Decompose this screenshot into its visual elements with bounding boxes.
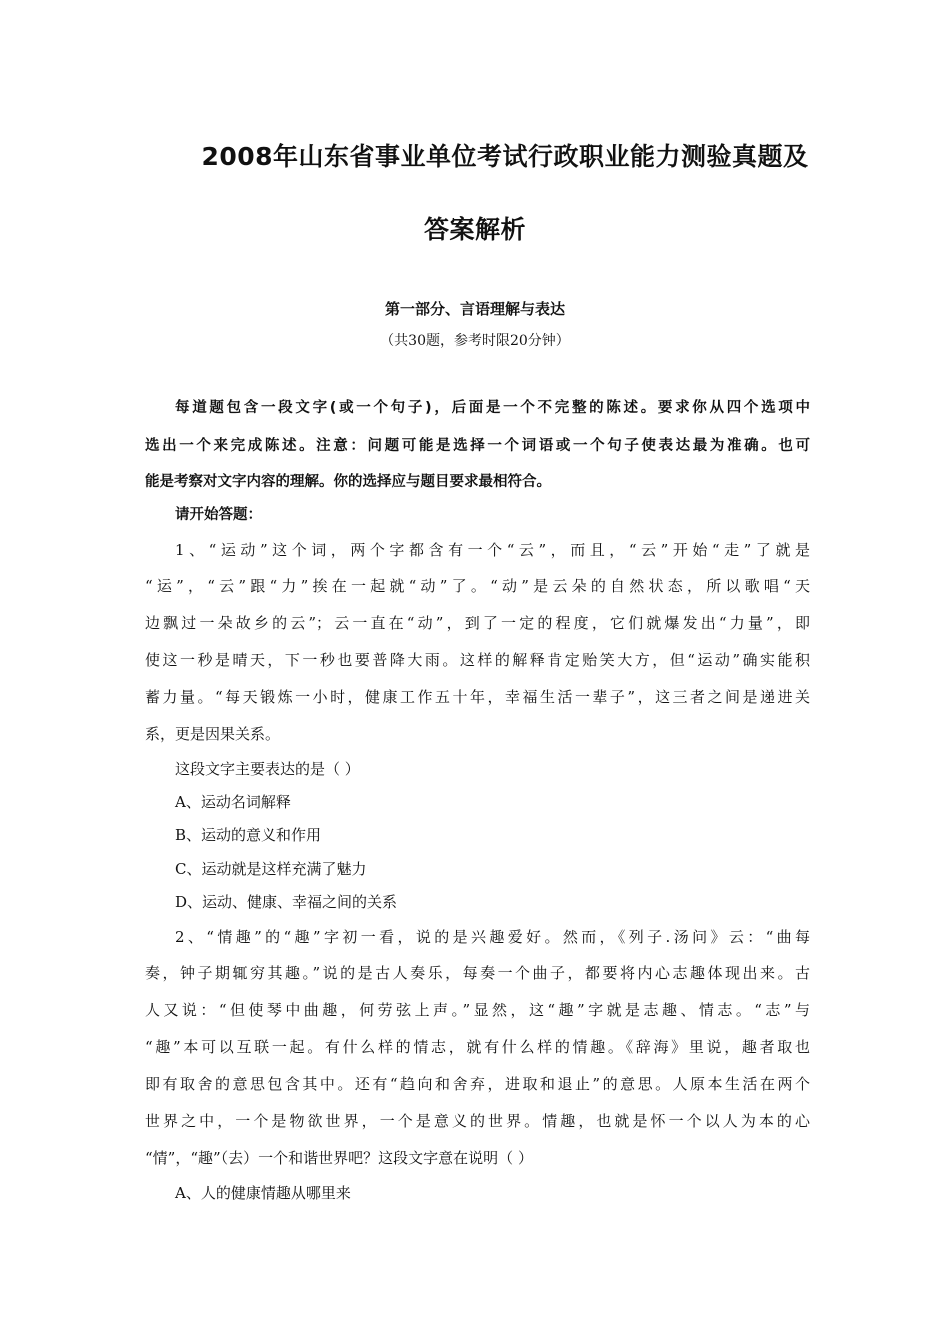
question-2-text-line: 人又说：“但使琴中曲趣，何劳弦上声。”显然，这“趣”字就是志趣、情志。“志”与 [145, 1001, 810, 1019]
question-1-option-a: A、运动名词解释 [175, 793, 291, 811]
question-1-prompt: 这段文字主要表达的是（ ） [175, 760, 360, 778]
question-1-text-line: 边飘过一朵故乡的云”；云一直在“动”，到了一定的程度，它们就爆发出“力量”，即 [145, 614, 810, 632]
section-note: （共30题，参考时限20分钟） [380, 333, 570, 349]
question-2-text-line: “趣”本可以互联一起。有什么样的情志，就有什么样的情趣。《辞海》里说，趣者取也 [145, 1038, 810, 1056]
instructions-line: 每道题包含一段文字(或一个句子)，后面是一个不完整的陈述。要求你从四个选项中 [175, 400, 810, 416]
question-1-text-line: 使这一秒是晴天，下一秒也要普降大雨。这样的解释肯定贻笑大方，但“运动”确实能积 [145, 651, 810, 669]
question-1-text-line: 蓄力量。“每天锻炼一小时，健康工作五十年，幸福生活一辈子”，这三者之间是递进关 [145, 688, 810, 706]
question-1-text-line: 1、“运动”这个词，两个字都含有一个“云”，而且，“云”开始“走”了就是 [175, 541, 810, 559]
question-1-option-c: C、运动就是这样充满了魅力 [175, 860, 367, 878]
section-title: 第一部分、言语理解与表达 [384, 300, 565, 318]
document-title-line-2: 答案解析 [423, 215, 526, 244]
question-2-text-line: 奏，钟子期辄穷其趣。”说的是古人奏乐，每奏一个曲子，都要将内心志趣体现出来。古 [145, 964, 810, 982]
document-title-line-1: 2008年山东省事业单位考试行政职业能力测验真题及 [201, 142, 809, 171]
instructions-line: 选出一个来完成陈述。注意：问题可能是选择一个词语或一个句子使表达最为准确。也可 [145, 438, 810, 454]
question-2-option-a: A、人的健康情趣从哪里来 [175, 1184, 351, 1202]
question-2-text-line: 世界之中，一个是物欲世界，一个是意义的世界。情趣，也就是怀一个以人为本的心 [145, 1112, 810, 1130]
question-1-text-line: “运”，“云”跟“力”挨在一起就“动”了。“动”是云朵的自然状态，所以歌唱“天 [145, 577, 810, 595]
question-2-text-line: “情”，“趣”（去）一个和谐世界吧？这段文字意在说明（ ） [145, 1149, 533, 1167]
question-1-option-b: B、运动的意义和作用 [175, 826, 322, 844]
question-2-text-line: 即有取舍的意思包含其中。还有“趋向和舍弃，进取和退止”的意思。人原本生活在两个 [145, 1075, 810, 1093]
question-1-option-d: D、运动、健康、幸福之间的关系 [175, 893, 398, 911]
start-label: 请开始答题： [175, 507, 262, 523]
question-1-text-line: 系，更是因果关系。 [145, 725, 281, 743]
question-2-text-line: 2、“情趣”的“趣”字初一看，说的是兴趣爱好。然而，《列子.汤问》云：“曲每 [175, 928, 810, 946]
instructions-line: 能是考察对文字内容的理解。你的选择应与题目要求最相符合。 [145, 474, 551, 490]
